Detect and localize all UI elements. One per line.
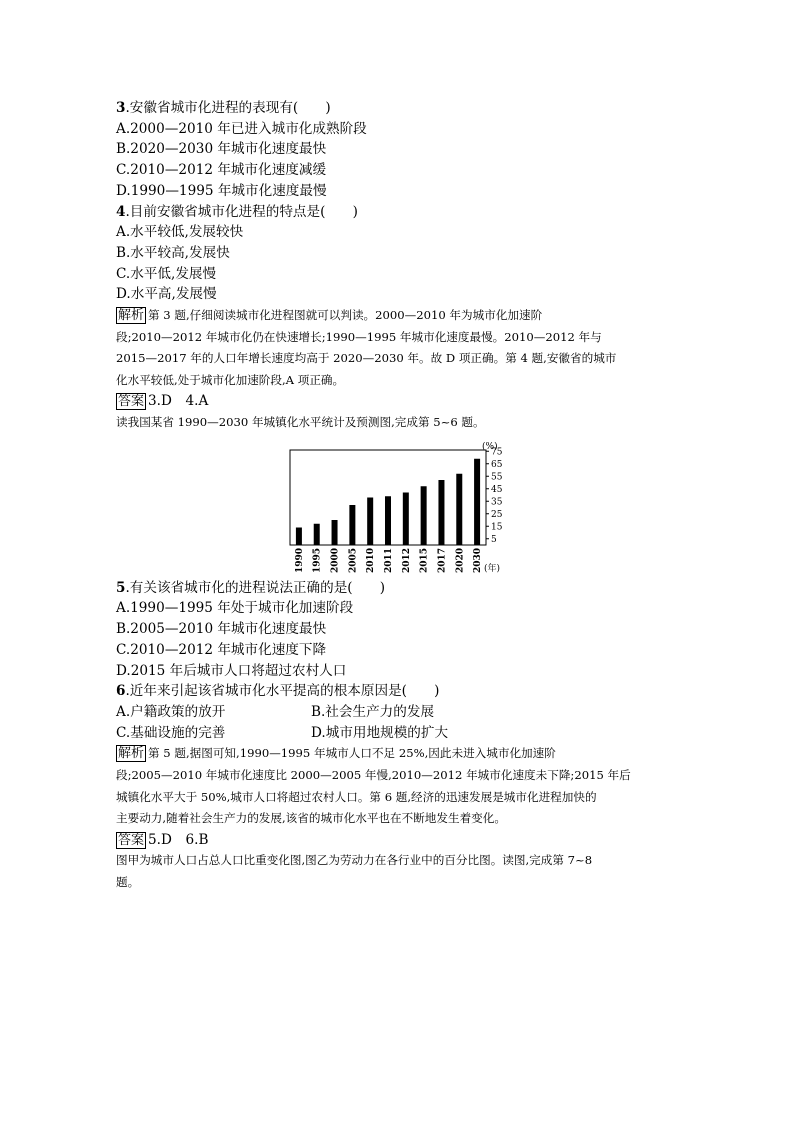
bar-2005: [349, 505, 355, 545]
x-tick-label: 2012: [401, 547, 412, 573]
intro-7-8-cont: 题。: [116, 875, 140, 889]
y-tick-label: 25: [491, 509, 503, 520]
bar-2012: [403, 492, 409, 545]
x-tick-label: 2015: [419, 547, 430, 573]
question-6-stem: 6.近年来引起该省城市化水平提高的根本原因是( ): [116, 683, 440, 700]
answer-tag: 答案: [118, 394, 145, 410]
bar-2000: [332, 520, 338, 545]
y-tick-label: 15: [491, 521, 503, 532]
x-tick-label: 1990: [294, 547, 305, 573]
analysis-1: 解析 第 3 题,仔细阅读城市化进程图就可以判读。2000—2010 年为城市化加速阶: [118, 308, 543, 324]
answer-tag: 答案: [118, 832, 145, 848]
x-tick-label: 2000: [330, 547, 341, 573]
question-3-stem: 3.安徽省城市化进程的表现有( ): [116, 100, 331, 116]
bar-2010: [367, 497, 373, 545]
q5-option-d: D.2015 年后城市人口将超过农村人口: [116, 662, 347, 679]
analysis-tag: 解析: [118, 308, 145, 324]
x-axis-unit: (年): [484, 563, 501, 574]
q3-option-b: B.2020—2030 年城市化速度最快: [116, 141, 327, 158]
analysis-2-line: 段;2005—2010 年城市化速度比 2000—2005 年慢,2010—2012 年城市化速度未下降;2015 年后: [116, 767, 631, 782]
urbanization-bar-chart: [286, 440, 686, 576]
x-tick-label: 2011: [384, 547, 394, 573]
question-5-stem: 5.有关该省城市化的进程说法正确的是( ): [116, 579, 386, 596]
analysis-1-line: 化水平较低,处于城市化加速阶段,A 项正确。: [116, 372, 345, 387]
q3-option-d: D.1990—1995 年城市化速度最慢: [116, 182, 327, 199]
y-tick-label: 65: [491, 459, 503, 470]
q5-option-c: C.2010—2012 年城市化速度下降: [116, 641, 327, 658]
bar-2015: [421, 486, 427, 545]
y-tick-label: 5: [491, 534, 497, 545]
q4-option-a: A.水平较低,发展较快: [116, 224, 244, 241]
answer-1: 答案 3.D 4.A: [118, 393, 209, 410]
q6-option-c: C.基础设施的完善: [116, 724, 226, 741]
q6-option-a: A.户籍政策的放开: [116, 703, 226, 720]
x-tick-label: 2017: [437, 547, 448, 573]
document-page: [116, 98, 684, 894]
x-tick-label: 2030: [473, 547, 484, 573]
analysis-1-line: 2015—2017 年的人口年增长速度均高于 2020—2030 年。故 D 项正确。第 4 题,安徽省的城市: [116, 351, 617, 366]
question-4-stem: 4.目前安徽省城市化进程的特点是( ): [116, 203, 358, 220]
q4-option-d: D.水平高,发展慢: [116, 286, 217, 303]
analysis-tag: 解析: [118, 746, 145, 762]
y-tick-label: 55: [491, 471, 503, 482]
x-tick-label: 2020: [455, 547, 466, 573]
answer-2: 答案 5.D 6.B: [118, 831, 209, 848]
intro-7-8: 图甲为城市人口占总人口比重变化图,图乙为劳动力在各行业中的百分比图。读图,完成第 7~8: [116, 853, 593, 868]
analysis-2-line: 城镇化水平大于 50%,城市人口将超过农村人口。第 6 题,经济的迅速发展是城市化进程加快的: [116, 789, 597, 804]
q5-option-a: A.1990—1995 年处于城市化加速阶段: [116, 600, 354, 617]
bar-2017: [438, 480, 444, 545]
q4-option-c: C.水平低,发展慢: [116, 265, 217, 282]
q6-option-d: D.城市用地规模的扩大: [311, 724, 449, 741]
q3-option-c: C.2010—2012 年城市化速度减缓: [116, 162, 327, 179]
q6-options-row-1: [116, 702, 684, 723]
analysis-2-line: 主要动力,随着社会生产力的发展,该省的城市化水平也在不断地发生着变化。: [116, 811, 506, 826]
q5-option-b: B.2005—2010 年城市化速度最快: [116, 621, 327, 638]
bar-1990: [296, 527, 302, 545]
bar-2020: [456, 473, 462, 544]
bar-2030: [474, 458, 480, 544]
analysis-1-line: 段;2010—2012 年城市化仍在快速增长;1990—1995 年城市化速度最慢。2010—2012 年与: [116, 329, 602, 344]
bar-2011: [385, 496, 391, 545]
y-tick-label: 35: [491, 496, 503, 507]
q6-option-b: B.社会生产力的发展: [311, 703, 435, 720]
q4-option-b: B.水平较高,发展快: [116, 244, 230, 261]
x-tick-label: 2010: [366, 547, 377, 573]
y-axis-unit: (%): [482, 441, 498, 452]
y-tick-label: 45: [491, 484, 503, 495]
x-tick-label: 2005: [348, 547, 359, 573]
bar-1995: [314, 523, 320, 544]
q6-options-row-2: [116, 723, 684, 744]
q3-option-a: A.2000—2010 年已进入城市化成熟阶段: [116, 120, 367, 137]
analysis-2: 解析 第 5 题,据图可知,1990—1995 年城市人口不足 25%,因此未进入城市化加速阶: [118, 746, 556, 762]
chart-intro: 读我国某省 1990—2030 年城镇化水平统计及预测图,完成第 5~6 题。: [116, 415, 485, 430]
y-tick-label: 75: [491, 446, 503, 457]
chart-container: [116, 440, 684, 576]
x-tick-label: 1995: [312, 547, 323, 573]
